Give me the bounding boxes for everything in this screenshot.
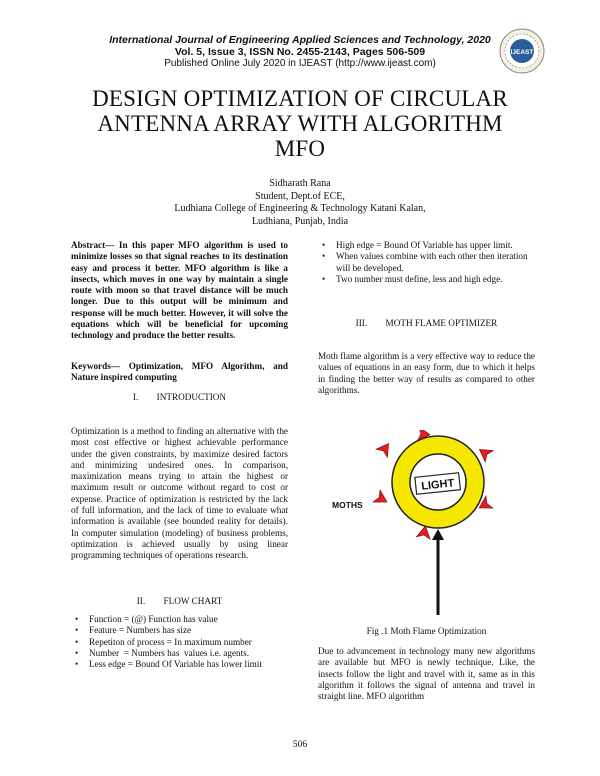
- list-item: • Feature = Numbers has size: [89, 625, 288, 636]
- section-heading-flow-chart: II. FLOW CHART: [136, 596, 223, 606]
- moth-flame-figure: [326, 430, 526, 620]
- right-bullet-list: [318, 240, 535, 285]
- abstract: [71, 240, 288, 342]
- title-line-1: DESIGN OPTIMIZATION OF CIRCULAR: [92, 86, 508, 111]
- light-label-text: LIGHT: [420, 477, 455, 493]
- page-number: 506: [292, 740, 308, 750]
- moth-icon: [376, 439, 394, 457]
- list-item: • Two number must define, less and high edge.: [336, 274, 535, 285]
- direction-arrow-head: [432, 529, 444, 540]
- list-item: • High edge = Bound Of Variable has upper limit.: [336, 240, 535, 251]
- list-item: • Less edge = Bound Of Variable has lower limit: [89, 659, 288, 670]
- keywords: Keywords— Optimization, MFO Algorithm, and Nature inspired computing: [71, 361, 288, 383]
- moths-label: MOTHS: [332, 500, 363, 510]
- ijeast-logo: [499, 28, 545, 74]
- paper-title: [60, 86, 540, 161]
- list-item: • When values combine with each other then iteration will be developed.: [336, 251, 535, 274]
- author-college: Ludhiana College of Engineering & Technology Katani Kalan,: [174, 203, 426, 214]
- title-line-3: MFO: [274, 136, 326, 161]
- journal-name: International Journal of Engineering Applied Sciences and Technology, 2020: [109, 34, 491, 46]
- advancement-text: Due to advancement in technology many new algorithms are available but MFO is newly technique. Like, the insects follow the light and travel with it, same as in this algorithm it follows the signal of antenna and travel in straight line. MFO algorithm: [318, 646, 535, 702]
- list-item: • Number = Numbers has values i.e. agents.: [89, 648, 288, 659]
- author-location: Ludhiana, Punjab, India: [251, 215, 349, 227]
- moth-flame-text: Moth flame algorithm is a very effective way to reduce the values of equations in an easy form, due to which it helps in finding the better way of results as compared to other algorithms.: [318, 351, 535, 395]
- title-line-2: ANTENNA ARRAY WITH ALGORITHM: [97, 111, 503, 136]
- journal-volume: Vol. 5, Issue 3, ISSN No. 2455-2143, Pages 506-509: [174, 46, 426, 58]
- flow-chart-list: [71, 614, 288, 670]
- author-role: Student, Dept.of ECE,: [255, 190, 345, 202]
- author-block: [60, 178, 540, 228]
- logo-text: IJEAST: [510, 49, 534, 56]
- section-heading-moth-flame: III. MOTH FLAME OPTIMIZER: [355, 318, 498, 328]
- list-item: • Function = (@) Function has value: [89, 614, 288, 625]
- list-item: • Repetiton of process = In maximum number: [89, 637, 288, 648]
- introduction-text: Optimization is a method to finding an alternative with the most cost effective or highest achievable performance under the given constraints, by maximize desired factors and minimizing undesired ones. In comparison, maximization means trying to attain the highest or maximum result or outcome without regard to cost or expense. Practice of optimization is restricted by the lack of full information, and the lack of time to evaluate what information is available (see bounded reality for details). In computer simulation (modeling) of business problems, optimization is achieved usually by using linear programming techniques of operations research.: [71, 426, 288, 561]
- author-name: Sidharath Rana: [269, 178, 331, 189]
- section-heading-introduction: I. INTRODUCTION: [132, 392, 227, 402]
- figure-caption: Fig .1 Moth Flame Optimization: [366, 626, 487, 636]
- moth-icon: [373, 490, 390, 508]
- journal-published: Published Online July 2020 in IJEAST (http://www.ijeast.com): [164, 58, 436, 69]
- abstract-text: Abstract— In this paper MFO algorithm is used to minimize losses so that signal reaches to its destination easy and process it better. MFO algorithm is like a insects, which moves in one way by maintain a single route with moon so that travel distance will be much longer. Due to this output will be minimum and response will be much better. However, it will solve the equations which will be beneficial for upcoming technology and produce the better results.: [71, 240, 288, 341]
